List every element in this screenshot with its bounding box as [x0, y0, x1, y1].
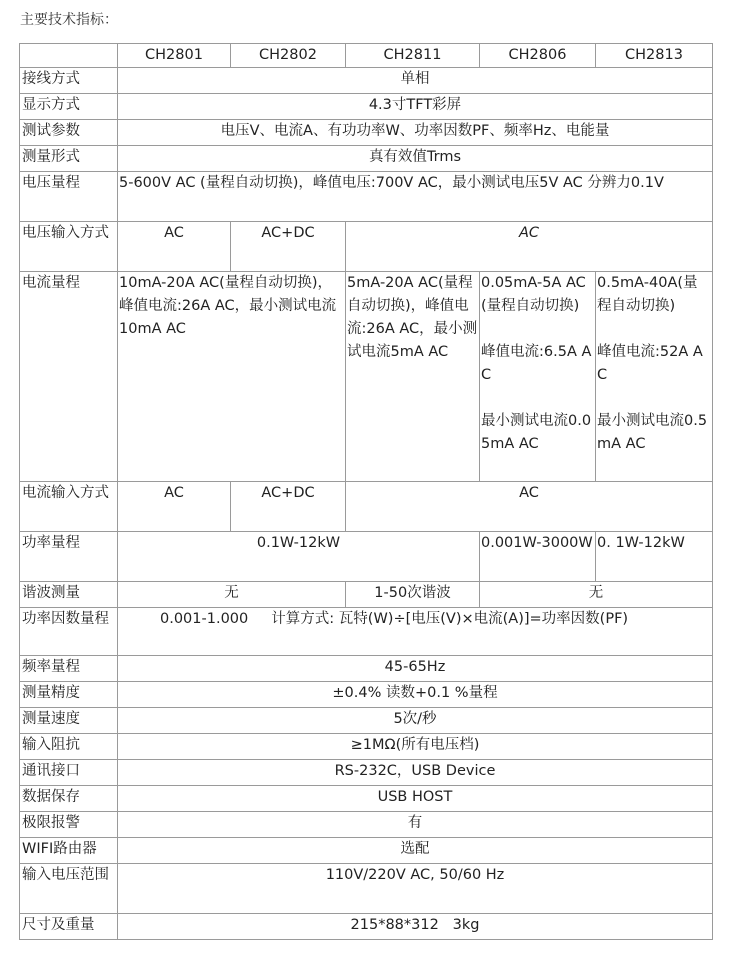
- other-models-value: AC: [346, 222, 713, 272]
- table-row: [20, 812, 713, 838]
- row-label: 功率因数量程: [20, 608, 118, 656]
- row-value: 5次/秒: [118, 708, 713, 734]
- row-value: 0.001-1.000 计算方式: 瓦特(W)÷[电压(V)×电流(A)]=功率因数(PF): [118, 608, 713, 656]
- header-row: [20, 44, 713, 68]
- row-label: 极限报警: [20, 812, 118, 838]
- header-blank: [20, 44, 118, 68]
- row-label: 测量精度: [20, 682, 118, 708]
- ch2802-value: AC+DC: [231, 222, 346, 272]
- row-label: 通讯接口: [20, 760, 118, 786]
- row-label: 接线方式: [20, 68, 118, 94]
- ch2813-value: 0. 1W-12kW: [596, 532, 713, 582]
- row-value: ≥1MΩ(所有电压档): [118, 734, 713, 760]
- row-value: 真有效值Trms: [118, 146, 713, 172]
- table-row: [20, 272, 713, 482]
- ch2801-2811-value: 0.1W-12kW: [118, 532, 480, 582]
- table-row: [20, 838, 713, 864]
- row-label: 尺寸及重量: [20, 914, 118, 940]
- ch2802-value: AC+DC: [231, 482, 346, 532]
- ch2813-peak: 峰值电流:52A AC: [597, 344, 703, 383]
- table-row: [20, 532, 713, 582]
- row-label: 功率量程: [20, 532, 118, 582]
- table-row: [20, 120, 713, 146]
- ch2813-range: 0.5mA-40A(量程自动切换): [597, 275, 698, 314]
- row-label: 数据保存: [20, 786, 118, 812]
- row-label: 频率量程: [20, 656, 118, 682]
- ch2801-2802-value: 无: [118, 582, 346, 608]
- row-label: 输入阻抗: [20, 734, 118, 760]
- model-header: CH2801: [118, 44, 231, 68]
- ch2811-value: 5mA-20A AC(量程自动切换)，峰值电流:26A AC，最小测试电流5mA AC: [346, 272, 480, 482]
- ch2813-min: 最小测试电流0.5mA AC: [597, 413, 708, 452]
- row-label: 测量速度: [20, 708, 118, 734]
- row-value: 4.3寸TFT彩屏: [118, 94, 713, 120]
- row-value: 5-600V AC (量程自动切换)，峰值电压:700V AC，最小测试电压5V AC 分辨力0.1V: [118, 172, 713, 222]
- table-row: [20, 582, 713, 608]
- ch2806-value: [480, 272, 596, 482]
- row-value: USB HOST: [118, 786, 713, 812]
- row-value: 110V/220V AC, 50/60 Hz: [118, 864, 713, 914]
- row-value: 单相: [118, 68, 713, 94]
- row-value: 选配: [118, 838, 713, 864]
- table-row: [20, 608, 713, 656]
- spec-table: [19, 43, 713, 940]
- ch2801-value: AC: [118, 482, 231, 532]
- table-row: [20, 222, 713, 272]
- table-row: [20, 864, 713, 914]
- section-heading: 主要技术指标：: [20, 12, 118, 28]
- row-label: 测试参数: [20, 120, 118, 146]
- row-label: 电压量程: [20, 172, 118, 222]
- row-value: RS-232C，USB Device: [118, 760, 713, 786]
- ch2801-2802-value: 10mA-20A AC(量程自动切换)，峰值电流:26A AC，最小测试电流10mA AC: [118, 272, 346, 482]
- table-row: [20, 94, 713, 120]
- row-label: 测量形式: [20, 146, 118, 172]
- row-value: 45-65Hz: [118, 656, 713, 682]
- row-label: 电流量程: [20, 272, 118, 482]
- ch2806-peak: 峰值电流:6.5A AC: [481, 344, 592, 383]
- row-value: 215*88*312 3kg: [118, 914, 713, 940]
- table-row: [20, 914, 713, 940]
- row-value: 有: [118, 812, 713, 838]
- other-models-value: AC: [346, 482, 713, 532]
- table-row: [20, 734, 713, 760]
- table-row: [20, 482, 713, 532]
- table-row: [20, 708, 713, 734]
- row-label: 谐波测量: [20, 582, 118, 608]
- ch2813-value: [596, 272, 713, 482]
- table-row: [20, 172, 713, 222]
- table-row: [20, 68, 713, 94]
- model-header: CH2811: [346, 44, 480, 68]
- table-row: [20, 656, 713, 682]
- row-value: ±0.4% 读数+0.1 %量程: [118, 682, 713, 708]
- ch2806-range: 0.05mA-5A AC(量程自动切换): [481, 275, 586, 314]
- model-header: CH2813: [596, 44, 713, 68]
- model-header: CH2806: [480, 44, 596, 68]
- row-label: WIFI路由器: [20, 838, 118, 864]
- row-label: 显示方式: [20, 94, 118, 120]
- ch2806-min: 最小测试电流0.05mA AC: [481, 413, 592, 452]
- table-row: [20, 786, 713, 812]
- table-row: [20, 682, 713, 708]
- ch2811-value: 1-50次谐波: [346, 582, 480, 608]
- model-header: CH2802: [231, 44, 346, 68]
- ch2806-2813-value: 无: [480, 582, 713, 608]
- row-label: 输入电压范围: [20, 864, 118, 914]
- ch2806-value: 0.001W-3000W: [480, 532, 596, 582]
- table-row: [20, 146, 713, 172]
- table-row: [20, 760, 713, 786]
- row-value: 电压V、电流A、有功功率W、功率因数PF、频率Hz、电能量: [118, 120, 713, 146]
- row-label: 电压输入方式: [20, 222, 118, 272]
- ch2801-value: AC: [118, 222, 231, 272]
- row-label: 电流输入方式: [20, 482, 118, 532]
